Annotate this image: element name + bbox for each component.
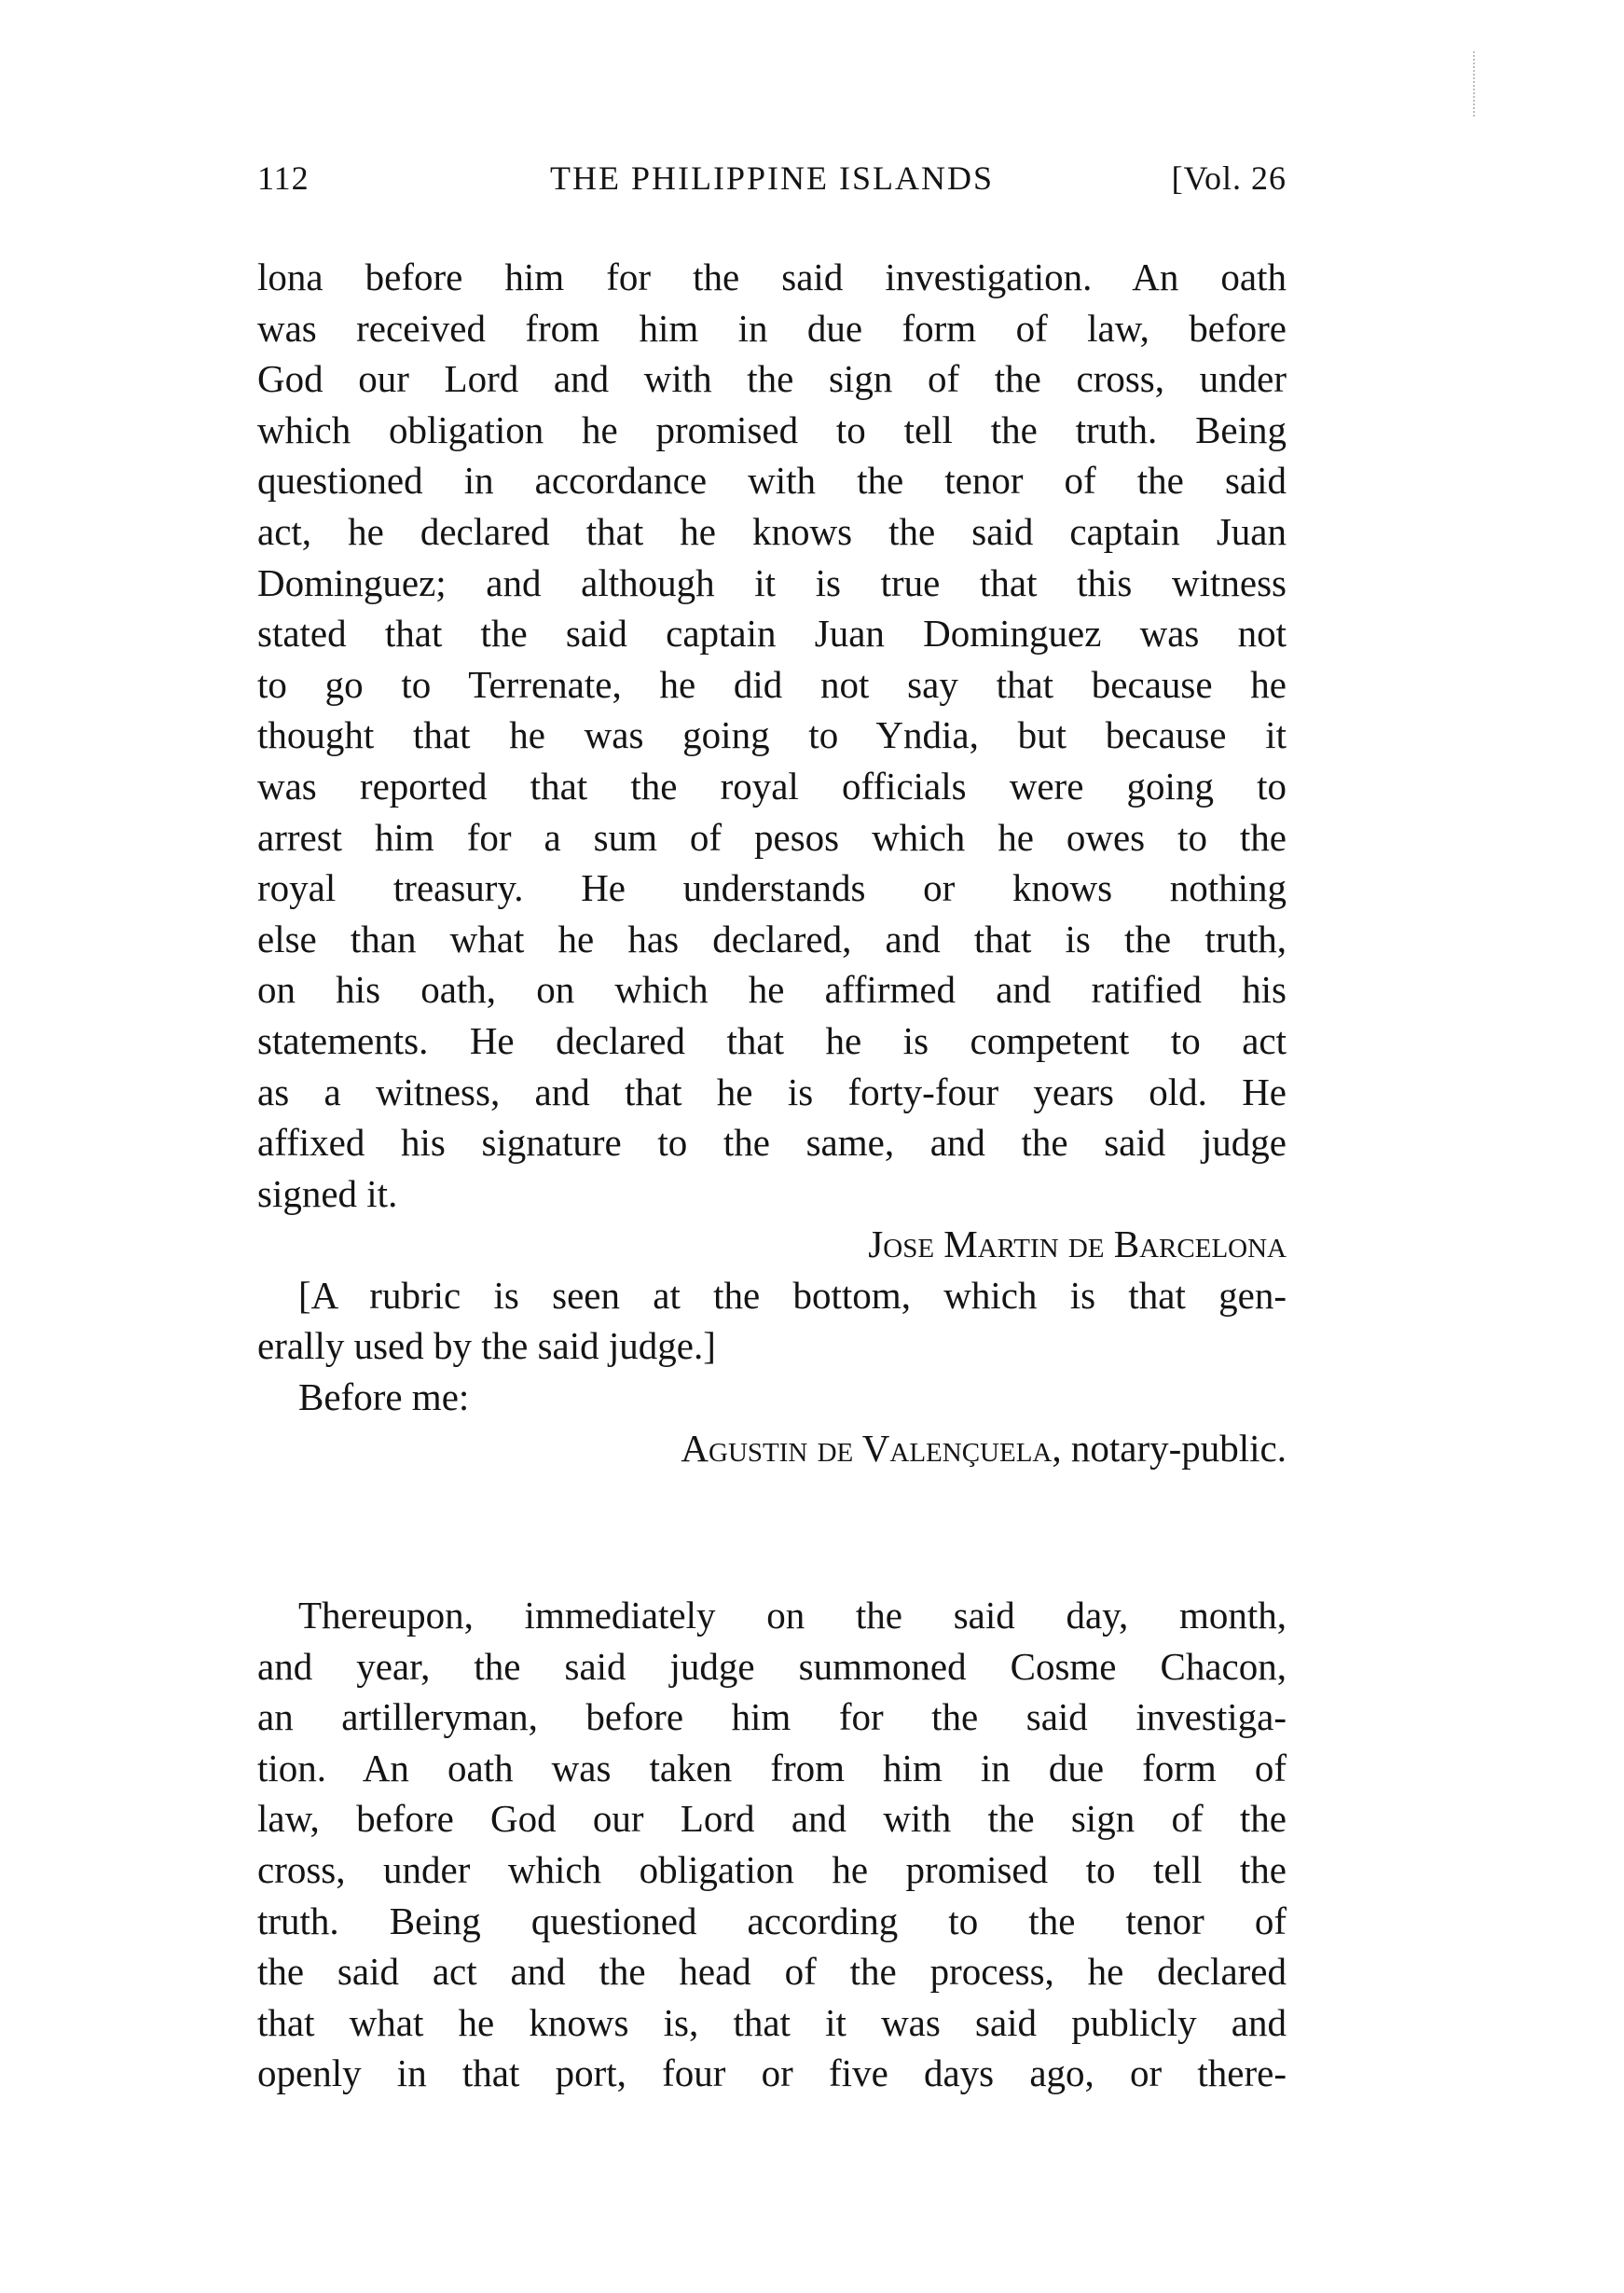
text-line: royal treasury. He understands or knows nothing — [257, 866, 1287, 910]
text-line: statements. He declared that he is competent to act — [257, 1018, 1287, 1062]
text-line: law, before God our Lord and with the sign of the — [257, 1797, 1287, 1841]
text-line: the said act and the head of the process, he declared — [257, 1950, 1287, 1994]
text-line: and year, the said judge summoned Cosme Chacon, — [257, 1644, 1287, 1688]
rubric-note-line: [A rubric is seen at the bottom, which is that gen- — [298, 1273, 1287, 1317]
text-line: which obligation he promised to tell the truth. Being — [257, 407, 1287, 451]
text-line: on his oath, on which he affirmed and ratified his — [257, 968, 1287, 1012]
page-number: 112 — [257, 159, 310, 197]
text-line: an artilleryman, before him for the said investiga- — [257, 1695, 1287, 1739]
text-line: affixed his signature to the same, and the said judge — [257, 1121, 1287, 1165]
running-head — [257, 159, 1287, 205]
paragraph-2 — [257, 1590, 1287, 2099]
paragraph-1 — [257, 252, 1287, 1473]
text-line: thought that he was going to Yndia, but because it — [257, 713, 1287, 757]
text-line: God our Lord and with the sign of the cross, under — [257, 357, 1287, 401]
text-line: as a witness, and that he is forty-four years old. He — [257, 1070, 1287, 1113]
signature-judge: Jose Martin de Barcelona — [868, 1222, 1287, 1266]
volume-label: [Vol. 26 — [1171, 159, 1287, 197]
text-line: was reported that the royal officials were going to — [257, 764, 1287, 808]
rubric-note-line: erally used by the said judge.] — [257, 1324, 716, 1368]
text-line: cross, under which obligation he promised to tell the — [257, 1847, 1287, 1891]
notary-title: , notary-public. — [1052, 1426, 1287, 1470]
text-line: tion. An oath was taken from him in due form of — [257, 1746, 1287, 1789]
text-line: arrest him for a sum of pesos which he owes to the — [257, 815, 1287, 859]
text-line: Thereupon, immediately on the said day, month, — [298, 1594, 1287, 1637]
signature-notary: Agustin de Valençuela — [681, 1426, 1053, 1470]
text-line: openly in that port, four or five days ago, or there- — [257, 2051, 1287, 2095]
text-line: lona before him for the said investigation. An oath — [257, 256, 1287, 298]
before-me: Before me: — [298, 1375, 470, 1419]
text-line: else than what he has declared, and that is the truth, — [257, 917, 1287, 960]
text-line: that what he knows is, that it was said publicly and — [257, 2000, 1287, 2044]
text-line: act, he declared that he knows the said captain Juan — [257, 509, 1287, 553]
text-line: stated that the said captain Juan Dominguez was not — [257, 612, 1287, 656]
text-line: was received from him in due form of law, before — [257, 306, 1287, 350]
text-line: truth. Being questioned according to the tenor of — [257, 1899, 1287, 1942]
signature-line-2 — [257, 1423, 1287, 1474]
text-line: questioned in accordance with the tenor of the said — [257, 459, 1287, 503]
book-title: THE PHILIPPINE ISLANDS — [550, 159, 994, 197]
text-line: signed it. — [257, 1171, 398, 1215]
signature-line-1 — [257, 1219, 1287, 1270]
text-line: Dominguez; and although it is true that this witness — [257, 560, 1287, 604]
text-line: to go to Terrenate, he did not say that because he — [257, 662, 1287, 706]
margin-mark — [1473, 51, 1477, 117]
